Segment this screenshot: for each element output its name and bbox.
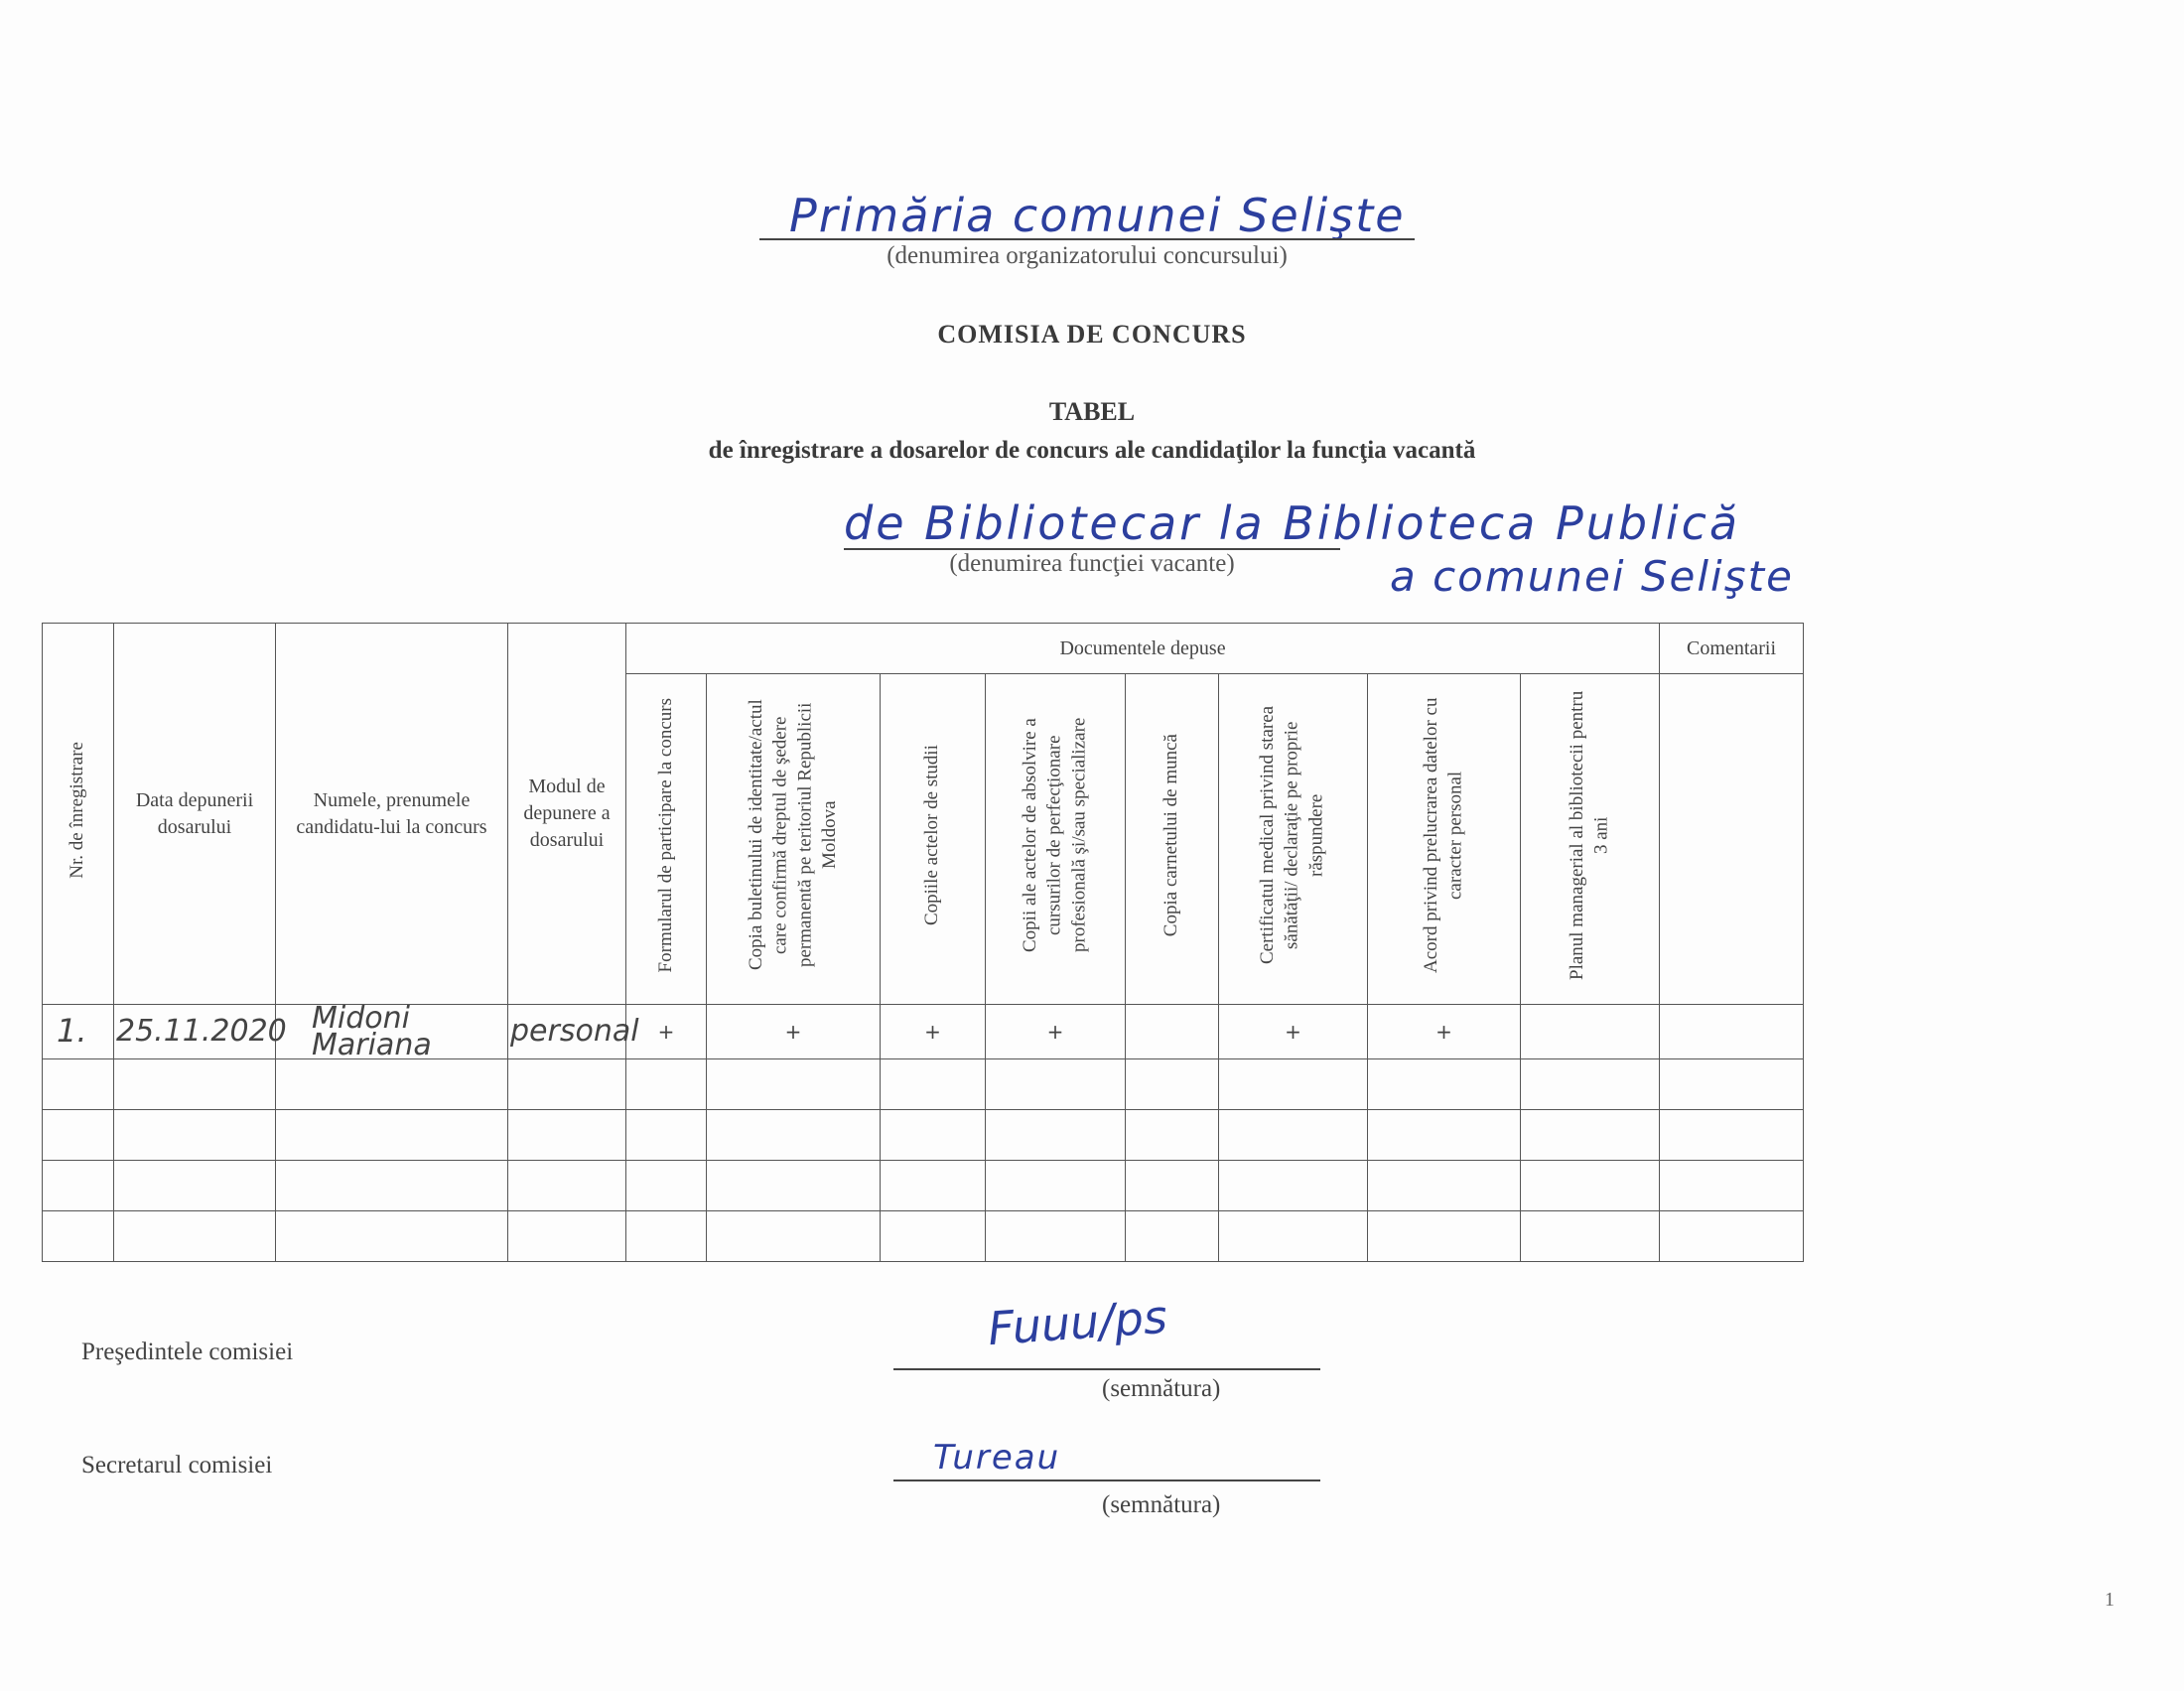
president-signature: Fuuu/ps <box>986 1289 1169 1356</box>
col-header-documente: Documentele depuse <box>626 624 1660 674</box>
col-header-comentarii: Comentarii <box>1660 624 1804 674</box>
doc-header-carnet: Copia carnetului de muncă <box>1126 674 1219 1005</box>
row-doc-acord: + <box>1368 1005 1521 1059</box>
col-header-modul: Modul de depunere a dosarului <box>508 624 626 1005</box>
secretary-label: Secretarul comisiei <box>81 1452 273 1479</box>
doc-header-perfectionare: Copii ale actelor de absolvire a cursurilor de perfecţionare profesională şi/sau specializare <box>986 674 1126 1005</box>
col-header-data: Data depunerii dosarului <box>114 624 276 1005</box>
doc-header-buletin: Copia buletinului de identitate/actul care confirmă dreptul de şedere permanentă pe teritoriul Republicii Moldova <box>707 674 881 1005</box>
function-handwritten-line1: de Bibliotecar la Biblioteca Publică <box>844 496 1741 550</box>
row-doc-studii: + <box>881 1005 986 1059</box>
table-row-empty <box>43 1110 1804 1161</box>
row-doc-plan <box>1521 1005 1660 1059</box>
row-nr: 1. <box>43 1005 114 1059</box>
secretary-signature: Tureau <box>933 1438 1061 1478</box>
row-doc-perfectionare: + <box>986 1005 1126 1059</box>
secretary-signature-line <box>893 1480 1320 1481</box>
doc-header-certificat: Certificatul medical privind starea sănătăţii/ declaraţie pe proprie răspundere <box>1219 674 1368 1005</box>
row-comment <box>1660 1005 1804 1059</box>
page-number: 1 <box>2105 1589 2115 1611</box>
col-header-nume: Numele, prenumele candidatu-lui la concurs <box>276 624 508 1005</box>
president-signature-line <box>893 1368 1320 1370</box>
function-caption: (denumirea funcţiei vacante) <box>949 550 1235 577</box>
registration-table <box>42 623 1804 1262</box>
president-label: Preşedintele comisiei <box>81 1339 294 1365</box>
table-row-empty <box>43 1059 1804 1110</box>
organizer-caption: (denumirea organizatorului concursului) <box>887 242 1288 269</box>
comentarii-blank <box>1660 674 1804 1005</box>
function-handwritten-line2: a comunei Selişte <box>1390 552 1794 601</box>
organizer-underline <box>759 238 1415 240</box>
commission-heading: COMISIA DE CONCURS <box>937 320 1247 349</box>
president-signature-caption: (semnătura) <box>1102 1375 1221 1402</box>
row-name: Midoni Mariana <box>276 1005 508 1059</box>
row-doc-buletin: + <box>707 1005 881 1059</box>
row-doc-certificat: + <box>1219 1005 1368 1059</box>
document-title: TABEL <box>1048 397 1136 426</box>
row-doc-carnet <box>1126 1005 1219 1059</box>
header-row-top <box>43 624 1804 674</box>
table-row-empty <box>43 1161 1804 1211</box>
table-row <box>43 1005 1804 1059</box>
secretary-signature-caption: (semnătura) <box>1102 1491 1221 1518</box>
row-doc-formular: + <box>626 1005 707 1059</box>
organizer-handwritten: Primăria comunei Selişte <box>789 189 1406 242</box>
doc-header-plan: Planul managerial al bibliotecii pentru 3 ani <box>1521 674 1660 1005</box>
doc-header-formular: Formularul de participare la concurs <box>626 674 707 1005</box>
doc-header-studii: Copiile actelor de studii <box>881 674 986 1005</box>
col-header-nr: Nr. de înregistrare <box>43 624 114 1005</box>
doc-header-acord: Acord privind prelucrarea datelor cu caracter personal <box>1368 674 1521 1005</box>
document-subtitle: de înregistrare a dosarelor de concurs ale candidaţilor la funcţia vacantă <box>708 437 1476 464</box>
table-row-empty <box>43 1211 1804 1262</box>
row-date: 25.11.2020 <box>114 1005 276 1059</box>
row-mode: personal <box>508 1005 626 1059</box>
